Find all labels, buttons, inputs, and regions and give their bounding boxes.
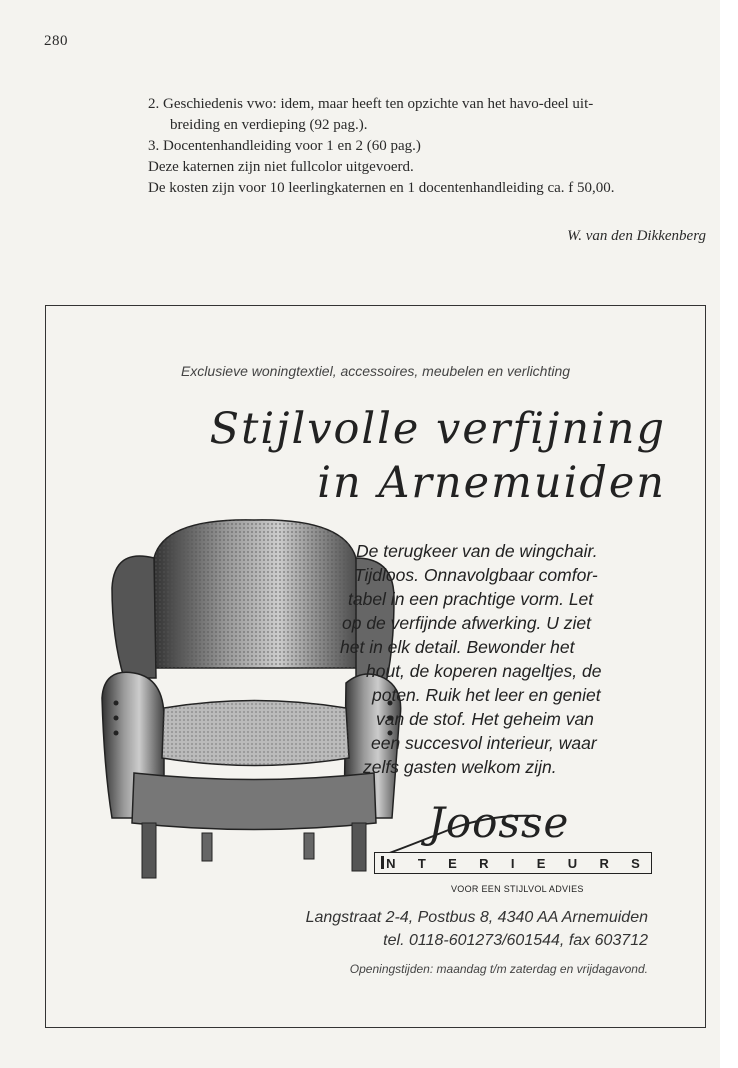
list-item: 2. Geschiedenis vwo: idem, maar heeft ten opzichte van het havo-deel uit- <box>148 96 594 112</box>
copy-line: Tijdloos. Onnavolgbaar comfor- <box>354 565 598 585</box>
advertisement <box>45 305 706 1028</box>
logo-letter: R <box>479 855 489 871</box>
logo-letter: T <box>417 855 426 871</box>
copy-line: De terugkeer van de wingchair. <box>356 541 598 561</box>
copy-line: op de verfijnde afwerking. U ziet <box>342 613 592 633</box>
copy-line: poten. Ruik het leer en geniet <box>372 685 601 705</box>
ad-tagline: Exclusieve woningtextiel, accessoires, meubelen en verlichting <box>180 363 571 379</box>
logo-letter: N <box>386 855 396 871</box>
paragraph: Deze katernen zijn niet fullcolor uitgevoerd. <box>148 159 414 175</box>
logo-letter: E <box>536 855 546 871</box>
opening-hours: Openingstijden: maandag t/m zaterdag en vrijdagavond. <box>349 962 648 976</box>
headline-line: Stijlvolle verfijning <box>209 404 666 454</box>
logo-letter: U <box>567 855 578 871</box>
article-text <box>148 94 708 199</box>
logo-letter: R <box>599 855 609 871</box>
list-item-continued: breiding en verdieping (92 pag.). <box>170 117 368 133</box>
list-item: 3. Docentenhandleiding voor 1 en 2 (60 pag.) <box>148 138 421 154</box>
copy-line: van de stof. Het geheim van <box>376 709 594 729</box>
page-number: 280 <box>44 33 68 49</box>
copy-line: zelfs gasten welkom zijn. <box>363 757 557 777</box>
copy-line: een succesvol interieur, waar <box>371 733 597 753</box>
logo-letter-bar <box>374 852 652 874</box>
ad-body-copy <box>336 539 676 779</box>
address-line: Langstraat 2-4, Postbus 8, 4340 AA Arnemuiden <box>305 909 648 926</box>
ad-headline <box>196 402 666 510</box>
copy-line: hout, de koperen nageltjes, de <box>366 661 602 681</box>
phone-line: tel. 0118-601273/601544, fax 603712 <box>383 932 648 949</box>
scan-edge <box>720 0 738 1068</box>
copy-line: het in elk detail. Bewonder het <box>340 637 575 657</box>
copy-line: tabel in een prachtige vorm. Let <box>348 589 594 609</box>
headline-line: in Arnemuiden <box>317 458 666 508</box>
logo-subline: VOOR EEN STIJLVOL ADVIES <box>451 884 584 894</box>
store-address <box>306 906 648 952</box>
author-signature: W. van den Dikkenberg <box>567 228 706 244</box>
logo-wordmark: Joosse <box>428 798 570 847</box>
logo-letter: S <box>631 855 640 871</box>
logo-letter: E <box>448 855 457 871</box>
paragraph: De kosten zijn voor 10 leerlingkaternen en 1 docentenhandleiding ca. f 50,00. <box>148 180 615 196</box>
logo-letter: I <box>510 855 515 871</box>
